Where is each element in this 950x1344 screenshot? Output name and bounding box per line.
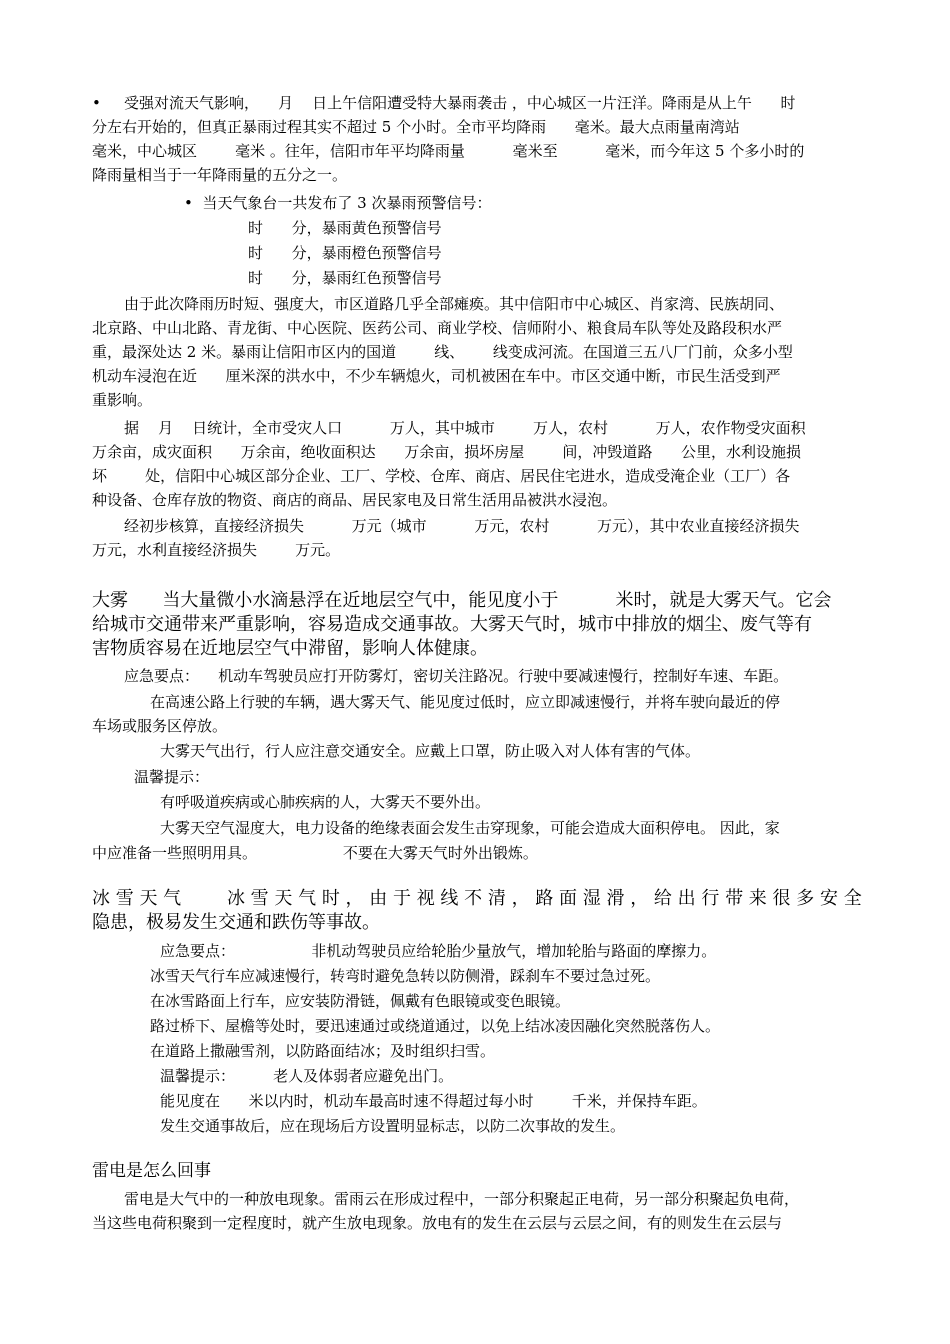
snow-point-line: 在冰雪路面上行车，应安装防滑链，佩戴有色眼镜或变色眼镜。 xyxy=(150,992,571,1010)
fog-point-line: 有呼吸道疾病或心肺疾病的人，大雾天不要外出。 xyxy=(160,793,491,811)
snow-intro-line: 隐患，极易发生交通和跌伤等事故。 xyxy=(92,912,380,933)
snow-intro-line: 冰 雪 天 气 冰 雪 天 气 时 ， 由 于 视 线 不 清 ， 路 面 湿 滑 ， 给 出 行 带 来 很 多 安 全 xyxy=(92,888,862,909)
warning-item: 时 分，暴雨红色预警信号 xyxy=(248,269,442,287)
fog-point-line: 应急要点： 机动车驾驶员应打开防雾灯，密切关注路况。行驶中要减速慢行，控制好车速、车距。 xyxy=(124,667,789,685)
warning-intro: • 当天气象台一共发布了 3 次暴雨预警信号： xyxy=(184,194,492,212)
damage-paragraph-line: 北京路、中山北路、青龙街、中心医院、医药公司、商业学校、信师附小、粮食局车队等处及路段积水严 xyxy=(92,319,783,337)
loss-paragraph-line: 经初步核算，直接经济损失 万元（城市 万元，农村 万元），其中农业直接经济损失 xyxy=(124,517,800,535)
snow-point-line: 能见度在 米以内时，机动车最高时速不得超过每小时 千米，并保持车距。 xyxy=(160,1092,707,1110)
rainstorm-paragraph-line: 毫米，中心城区 毫米 。往年，信阳市年平均降雨量 毫米至 毫米，而今年这 5 个多小时的 xyxy=(92,142,805,160)
fog-intro-line: 害物质容易在近地层空气中滞留，影响人体健康。 xyxy=(92,638,488,659)
warning-item: 时 分，暴雨黄色预警信号 xyxy=(248,219,442,237)
damage-paragraph-line: 机动车浸泡在近 厘米深的洪水中，不少车辆熄火，司机被困在车中。市区交通中断，市民生活受到严 xyxy=(92,367,781,385)
statistics-paragraph-line: 据 月 日统计，全市受灾人口 万人，其中城市 万人，农村 万人，农作物受灾面积 xyxy=(124,419,806,437)
rainstorm-paragraph-line: 分左右开始的，但真正暴雨过程其实不超过 5 个小时。全市平均降雨 毫米。最大点雨量南湾站 xyxy=(92,118,740,136)
snow-point-line: 发生交通事故后，应在现场后方设置明显标志，以防二次事故的发生。 xyxy=(160,1117,626,1135)
fog-point-line: 车场或服务区停放。 xyxy=(92,717,228,735)
rainstorm-paragraph-line: 受强对流天气影响， 月 日上午信阳遭受特大暴雨袭击 ，中心城区一片汪洋。降雨是从上午 时 xyxy=(124,94,796,112)
fog-point-line: 在高速公路上行驶的车辆，遇大雾天气、能见度过低时，应立即减速慢行，并将车驶向最近的停 xyxy=(150,693,781,711)
bullet-marker: • xyxy=(92,94,101,112)
thunder-paragraph-line: 雷电是大气中的一种放电现象。雷雨云在形成过程中，一部分积聚起正电荷，另一部分积聚起负电荷， xyxy=(124,1190,800,1208)
statistics-paragraph-line: 坏 处，信阳中心城区部分企业、工厂、学校、仓库、商店、居民住宅进水，造成受淹企业（工厂）各 xyxy=(92,467,791,485)
thunder-paragraph-line: 当这些电荷积聚到一定程度时，就产生放电现象。放电有的发生在云层与云层之间，有的则发生在云层与 xyxy=(92,1214,783,1232)
fog-tips-label: 温馨提示： xyxy=(134,768,210,786)
statistics-paragraph-line: 种设备、仓库存放的物资、商店的商品、居民家电及日常生活用品被洪水浸泡。 xyxy=(92,491,618,509)
loss-paragraph-line: 万元，水利直接经济损失 万元。 xyxy=(92,541,341,559)
warning-item: 时 分，暴雨橙色预警信号 xyxy=(248,244,442,262)
thunder-heading: 雷电是怎么回事 xyxy=(92,1161,211,1181)
fog-point-line: 大雾天气出行，行人应注意交通安全。应戴上口罩，防止吸入对人体有害的气体。 xyxy=(160,742,701,760)
damage-paragraph-line: 重影响。 xyxy=(92,391,153,409)
snow-point-line: 在道路上撒融雪剂，以防路面结冰；及时组织扫雪。 xyxy=(150,1042,496,1060)
snow-tips-line: 温馨提示： 老人及体弱者应避免出门。 xyxy=(160,1067,454,1085)
fog-intro-line: 给城市交通带来严重影响，容易造成交通事故。大雾天气时，城市中排放的烟尘、废气等有 xyxy=(92,614,812,635)
snow-point-line: 冰雪天气行车应减速慢行，转弯时避免急转以防侧滑，踩刹车不要过急过死。 xyxy=(150,967,661,985)
fog-intro-line: 大雾 当大量微小水滴悬浮在近地层空气中，能见度小于 米时，就是大雾天气。它会 xyxy=(92,590,832,611)
snow-point-line: 路过桥下、屋檐等处时，要迅速通过或绕道通过，以免上结冰凌因融化突然脱落伤人。 xyxy=(150,1017,721,1035)
snow-point-line: 应急要点： 非机动驾驶员应给轮胎少量放气，增加轮胎与路面的摩擦力。 xyxy=(160,942,717,960)
statistics-paragraph-line: 万余亩，成灾面积 万余亩，绝收面积达 万余亩，损坏房屋 间，冲毁道路 公里，水利设施损 xyxy=(92,443,801,461)
fog-point-line: 大雾天空气湿度大，电力设备的绝缘表面会发生击穿现象，可能会造成大面积停电。 因此，家 xyxy=(160,819,780,837)
damage-paragraph-line: 由于此次降雨历时短、强度大，市区道路几乎全部瘫痪。其中信阳市中心城区、肖家湾、民族胡同、 xyxy=(124,295,785,313)
fog-point-line: 中应准备一些照明用具。 不要在大雾天气时外出锻炼。 xyxy=(92,844,538,862)
rainstorm-paragraph-line: 降雨量相当于一年降雨量的五分之一。 xyxy=(92,166,348,184)
damage-paragraph-line: 重，最深处达 2 米。暴雨让信阳市区内的国道 线、 线变成河流。在国道三五八厂门前，众多小型 xyxy=(92,343,793,361)
